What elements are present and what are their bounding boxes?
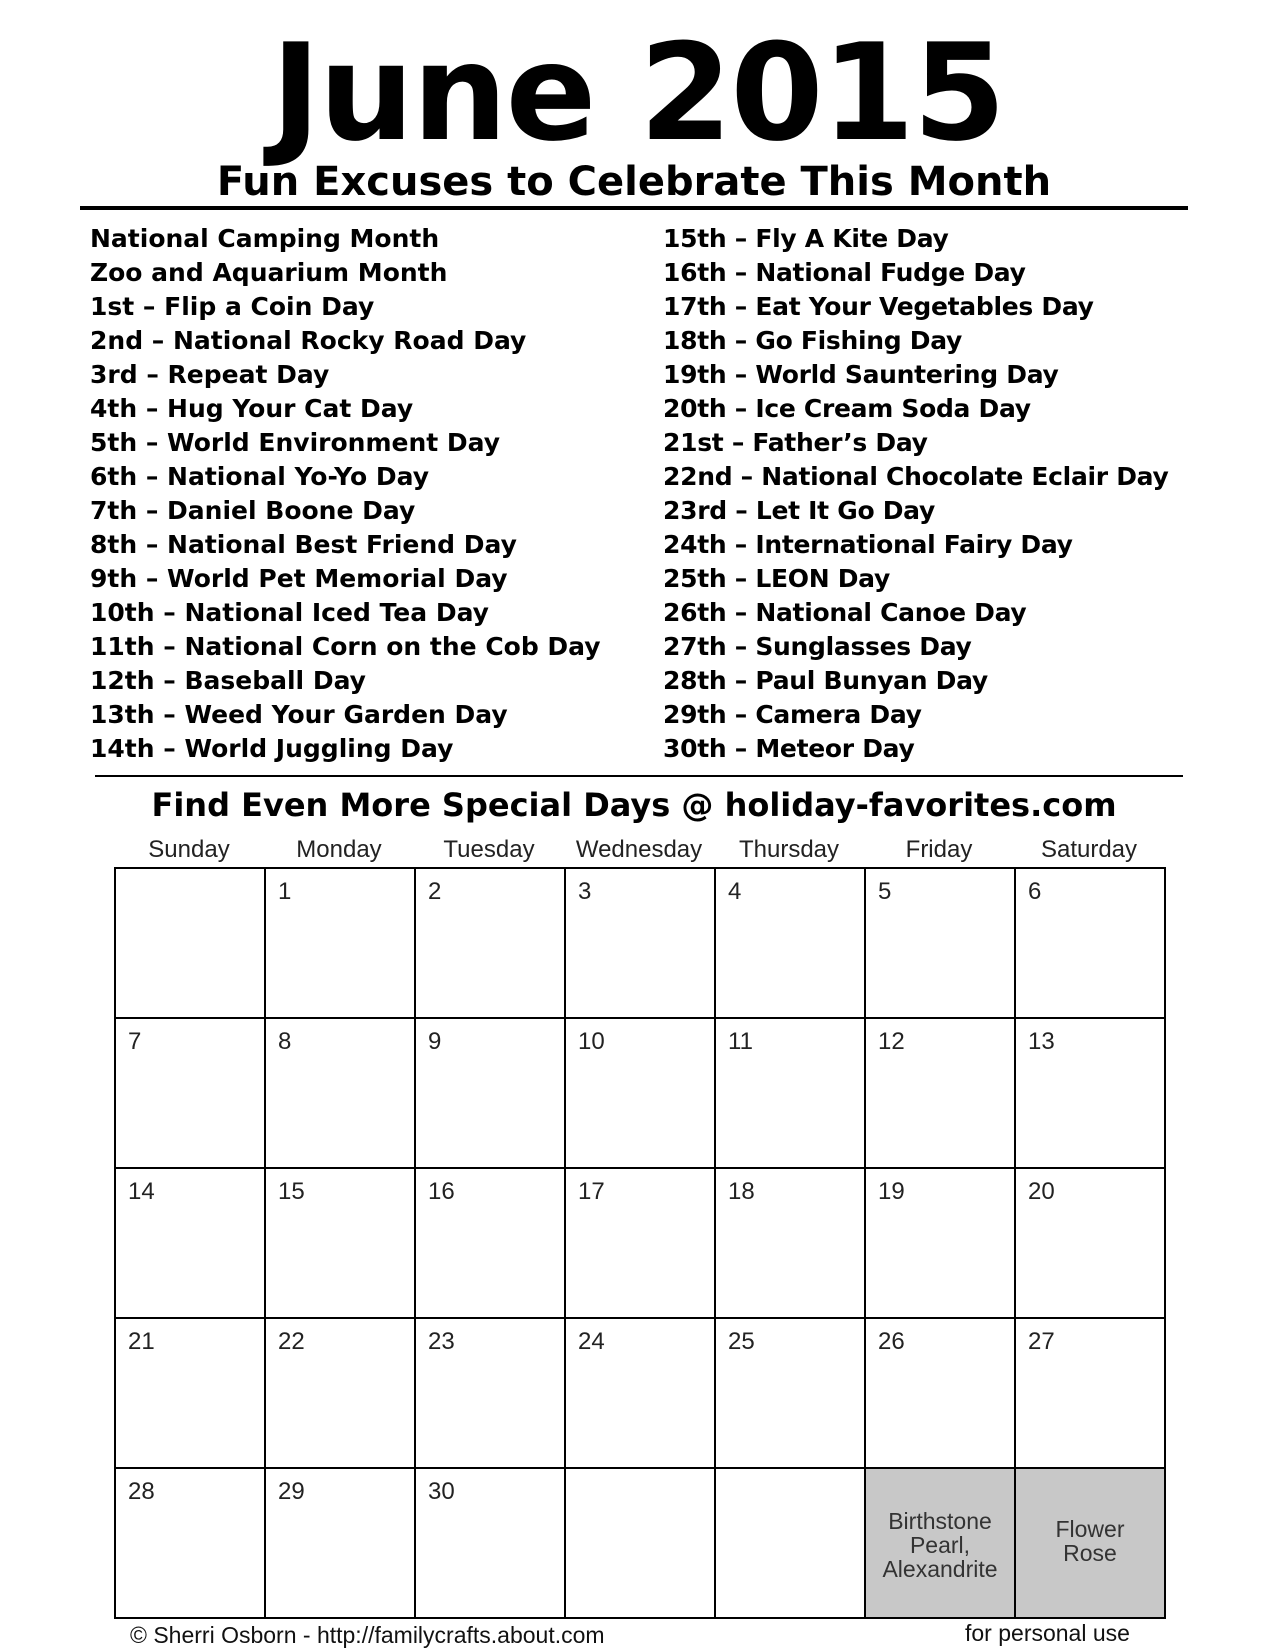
day-of-week-label: Monday bbox=[296, 836, 382, 863]
day-number: 17 bbox=[578, 1178, 605, 1205]
day-of-week-label: Tuesday bbox=[443, 836, 535, 863]
day-of-week-label: Wednesday bbox=[575, 836, 703, 863]
calendar-day-cell bbox=[266, 869, 416, 1019]
event-item: 8th – National Best Friend Day bbox=[90, 530, 517, 559]
day-number: 28 bbox=[128, 1478, 155, 1505]
event-item: 19th – World Sauntering Day bbox=[663, 360, 1059, 389]
event-item: 26th – National Canoe Day bbox=[663, 598, 1027, 627]
calendar-day-cell bbox=[716, 1019, 866, 1169]
calendar-day-cell bbox=[416, 1019, 566, 1169]
calendar-day-cell bbox=[266, 1019, 416, 1169]
more-days-link[interactable]: Find Even More Special Days @ holiday-favorites.com bbox=[151, 786, 1117, 824]
day-number: 8 bbox=[278, 1028, 292, 1055]
day-number: 5 bbox=[878, 878, 892, 905]
event-item: 11th – National Corn on the Cob Day bbox=[90, 632, 601, 661]
day-number: 15 bbox=[278, 1178, 305, 1205]
event-item: Zoo and Aquarium Month bbox=[90, 258, 448, 287]
day-number: 13 bbox=[1028, 1028, 1055, 1055]
calendar-day-cell bbox=[116, 1169, 266, 1319]
event-item: 20th – Ice Cream Soda Day bbox=[663, 394, 1031, 423]
day-of-week-label: Friday bbox=[905, 836, 973, 863]
events-list-right bbox=[663, 222, 1168, 766]
calendar-day-cell bbox=[716, 869, 866, 1019]
day-number: 16 bbox=[428, 1178, 455, 1205]
event-item: 10th – National Iced Tea Day bbox=[90, 598, 489, 627]
calendar-day-cell bbox=[116, 869, 266, 1019]
day-number: 21 bbox=[128, 1328, 155, 1355]
calendar-day-cell bbox=[116, 1019, 266, 1169]
event-item: 23rd – Let It Go Day bbox=[663, 496, 935, 525]
calendar-day-cell bbox=[266, 1469, 416, 1619]
day-of-week-header bbox=[114, 835, 1168, 867]
day-number: 24 bbox=[578, 1328, 605, 1355]
event-item: 28th – Paul Bunyan Day bbox=[663, 666, 988, 695]
event-item: 4th – Hug Your Cat Day bbox=[90, 394, 414, 423]
calendar-day-cell bbox=[566, 1469, 716, 1619]
flower-cell bbox=[1016, 1469, 1166, 1619]
event-item: 3rd – Repeat Day bbox=[90, 360, 330, 389]
usage-footer: for personal use bbox=[965, 1620, 1130, 1646]
calendar-day-cell bbox=[1016, 1319, 1166, 1469]
day-number: 11 bbox=[728, 1028, 753, 1055]
event-item: 21st – Father’s Day bbox=[663, 428, 928, 457]
event-item: 29th – Camera Day bbox=[663, 700, 922, 729]
day-number: 19 bbox=[878, 1178, 905, 1205]
calendar-grid bbox=[114, 867, 1166, 1619]
event-item: 7th – Daniel Boone Day bbox=[90, 496, 416, 525]
day-number: 9 bbox=[428, 1028, 442, 1055]
page-subtitle: Fun Excuses to Celebrate This Month bbox=[80, 160, 1188, 210]
day-number: 4 bbox=[728, 878, 742, 905]
event-item: 27th – Sunglasses Day bbox=[663, 632, 972, 661]
event-item: 22nd – National Chocolate Eclair Day bbox=[663, 462, 1169, 491]
day-number: 10 bbox=[578, 1028, 605, 1055]
calendar-day-cell bbox=[716, 1469, 866, 1619]
day-number: 23 bbox=[428, 1328, 455, 1355]
day-number: 22 bbox=[278, 1328, 305, 1355]
calendar-day-cell bbox=[416, 1169, 566, 1319]
event-item: 17th – Eat Your Vegetables Day bbox=[663, 292, 1094, 321]
divider bbox=[95, 775, 1183, 777]
day-of-week-label: Saturday bbox=[1040, 836, 1138, 863]
calendar-day-cell bbox=[116, 1469, 266, 1619]
calendar bbox=[114, 835, 1168, 1619]
day-number: 26 bbox=[878, 1328, 905, 1355]
event-item: 5th – World Environment Day bbox=[90, 428, 501, 457]
day-number: 18 bbox=[728, 1178, 755, 1205]
event-item: 13th – Weed Your Garden Day bbox=[90, 700, 508, 729]
flower-text: Flower Rose bbox=[1055, 1516, 1125, 1566]
event-item: 16th – National Fudge Day bbox=[663, 258, 1026, 287]
events-list-left bbox=[90, 222, 601, 766]
calendar-day-cell bbox=[566, 1019, 716, 1169]
event-item: National Camping Month bbox=[90, 224, 440, 253]
calendar-day-cell bbox=[1016, 869, 1166, 1019]
day-number: 29 bbox=[278, 1478, 305, 1505]
day-number: 3 bbox=[578, 878, 592, 905]
event-item: 30th – Meteor Day bbox=[663, 734, 915, 763]
calendar-day-cell bbox=[866, 869, 1016, 1019]
day-number: 1 bbox=[278, 878, 292, 905]
calendar-day-cell bbox=[866, 1169, 1016, 1319]
event-item: 14th – World Juggling Day bbox=[90, 734, 454, 763]
calendar-day-cell bbox=[716, 1319, 866, 1469]
calendar-day-cell bbox=[266, 1169, 416, 1319]
event-item: 12th – Baseball Day bbox=[90, 666, 366, 695]
page-title: June 2015 bbox=[270, 15, 1005, 171]
day-number: 7 bbox=[128, 1028, 142, 1055]
calendar-day-cell bbox=[416, 1319, 566, 1469]
day-of-week-label: Thursday bbox=[738, 836, 840, 863]
event-item: 25th – LEON Day bbox=[663, 564, 890, 593]
birthstone-text: Birthstone Pearl, Alexandrite bbox=[882, 1508, 998, 1582]
calendar-day-cell bbox=[416, 1469, 566, 1619]
calendar-day-cell bbox=[416, 869, 566, 1019]
day-number: 14 bbox=[128, 1178, 155, 1205]
event-item: 2nd – National Rocky Road Day bbox=[90, 326, 527, 355]
calendar-day-cell bbox=[266, 1319, 416, 1469]
calendar-day-cell bbox=[116, 1319, 266, 1469]
day-number: 25 bbox=[728, 1328, 755, 1355]
calendar-day-cell bbox=[566, 1169, 716, 1319]
calendar-day-cell bbox=[866, 1019, 1016, 1169]
day-number: 30 bbox=[428, 1478, 455, 1505]
calendar-day-cell bbox=[866, 1319, 1016, 1469]
day-number: 6 bbox=[1028, 878, 1042, 905]
event-item: 1st – Flip a Coin Day bbox=[90, 292, 375, 321]
calendar-day-cell bbox=[1016, 1019, 1166, 1169]
calendar-day-cell bbox=[566, 869, 716, 1019]
day-number: 20 bbox=[1028, 1178, 1055, 1205]
day-number: 12 bbox=[878, 1028, 905, 1055]
event-item: 18th – Go Fishing Day bbox=[663, 326, 962, 355]
event-item: 15th – Fly A Kite Day bbox=[663, 224, 949, 253]
event-item: 6th – National Yo-Yo Day bbox=[90, 462, 430, 491]
calendar-day-cell bbox=[566, 1319, 716, 1469]
birthstone-cell bbox=[866, 1469, 1016, 1619]
event-item: 24th – International Fairy Day bbox=[663, 530, 1073, 559]
day-number: 27 bbox=[1028, 1328, 1055, 1355]
day-of-week-label: Sunday bbox=[148, 836, 230, 863]
day-number: 2 bbox=[428, 878, 442, 905]
calendar-day-cell bbox=[1016, 1169, 1166, 1319]
calendar-day-cell bbox=[716, 1169, 866, 1319]
copyright-footer: © Sherri Osborn - http://familycrafts.about.com bbox=[130, 1622, 605, 1648]
event-item: 9th – World Pet Memorial Day bbox=[90, 564, 508, 593]
